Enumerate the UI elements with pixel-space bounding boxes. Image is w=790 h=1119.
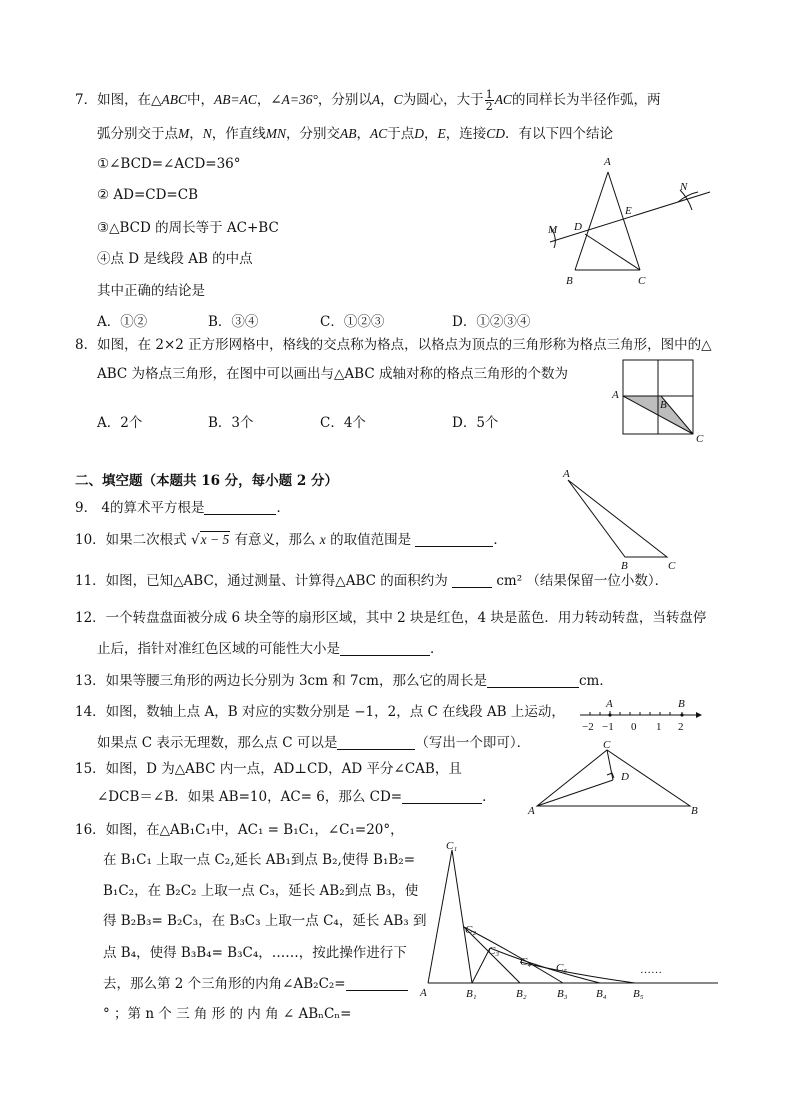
q14-line2: 如果点 C 表示无理数，那么点 C 可以是 （写出一个即可）． <box>97 735 531 751</box>
q7-label-e: E <box>625 205 632 217</box>
q8-line1: 8．如图，在 2×2 正方形网格中，格线的交点称为格点，以格点为顶点的三角形称为格点三角形，图中的△ <box>75 337 712 353</box>
q16-label-c4: C₄ <box>520 956 532 968</box>
q7-conclusion-1: ①∠BCD=∠ACD=36° <box>97 156 241 172</box>
q7-label-c: C <box>638 275 646 287</box>
q8-grid-figure <box>610 360 710 445</box>
q13-answer-blank[interactable] <box>487 673 579 688</box>
q14-answer-blank[interactable] <box>337 735 415 750</box>
q8-label-c: C <box>696 433 704 445</box>
q12-line2: 止后，指针对准红色区域的可能性大小是 ． <box>97 641 444 657</box>
q9-line: 9． 4的算术平方根是 ． <box>75 500 290 516</box>
q16-figure <box>420 840 720 1005</box>
q9-answer-blank[interactable] <box>204 500 276 515</box>
q12-answer-blank[interactable] <box>340 641 430 656</box>
q7-label-d: D <box>574 221 582 233</box>
q7-line2: 弧分别交于点M，N，作直线MN，分别交AB，AC于点D，E，连接CD．有以下四个结论 <box>97 126 614 142</box>
q16-label-dots: …… <box>640 964 662 976</box>
q7-option-b[interactable]: B．③④ <box>208 314 259 330</box>
q10-line: 10．如果二次根式 √x − 5 有意义，那么 x 的取值范围是 ． <box>75 532 507 548</box>
q15-label-d: D <box>621 771 629 783</box>
q11-figure <box>555 465 695 570</box>
q7-option-a[interactable]: A．①② <box>97 314 148 330</box>
q12-line1: 12．一个转盘盘面被分成 6 块全等的扇形区域，其中 2 块是红色，4 块是蓝色．用力转动转盘，当转盘停 <box>75 610 707 626</box>
q14-tick-1: 1 <box>656 721 662 733</box>
q16-line6: 去，那么第 2 个三角形的内角∠AB₂C₂= <box>103 975 408 993</box>
q16-label-c3: C₃ <box>488 945 500 957</box>
q16-line3: B₁C₂，在 B₂C₂ 上取一点 C₃，延长 AB₂到点 B₃，使 <box>103 883 419 899</box>
q7-question: 其中正确的结论是 <box>97 283 205 299</box>
q14-tick-0: 0 <box>631 721 637 733</box>
q8-label-a: A <box>612 389 619 401</box>
q11-line: 11．如图，已知△ABC，通过测量、计算得△ABC 的面积约为 cm² （结果保留一位小数）． <box>75 573 669 589</box>
q16-answer-blank-1[interactable] <box>346 976 408 991</box>
q7-option-d[interactable]: D．①②③④ <box>452 314 531 330</box>
q15-label-b: B <box>691 805 698 817</box>
q8-option-b[interactable]: B．3个 <box>208 415 254 431</box>
q11-answer-blank[interactable] <box>452 573 492 588</box>
q7-label-n: N <box>680 181 688 193</box>
fraction-one-half: $\frac{1}{2}$ <box>485 88 493 113</box>
q14-tick-neg2: −2 <box>582 721 594 733</box>
q14-tick-2: 2 <box>678 721 684 733</box>
q16-label-b4: B₄ <box>596 988 607 1000</box>
q7-label-a: A <box>604 156 611 168</box>
q14-line1: 14．如图，数轴上点 A，B 对应的实数分别是 −1，2，点 C 在线段 AB 上运动， <box>75 704 565 720</box>
q15-line2: ∠DCB＝∠B．如果 AB=10，AC= 6，那么 CD= ． <box>97 789 496 805</box>
q16-line1: 16．如图，在△AB₁C₁中，AC₁ = B₁C₁，∠C₁=20°， <box>75 822 404 838</box>
q16-line4: 得 B₂B₃= B₂C₃，在 B₃C₃ 上取一点 C₄，延长 AB₃ 到 <box>103 913 427 929</box>
q16-label-b3: B₃ <box>557 988 568 1000</box>
q11-label-a: A <box>563 468 570 480</box>
q7-label-b: B <box>566 275 573 287</box>
q15-label-c: C <box>603 739 611 751</box>
q8-option-d[interactable]: D．5个 <box>452 415 499 431</box>
q14-label-b: B <box>678 698 685 710</box>
q7-option-c[interactable]: C．①②③ <box>320 314 385 330</box>
q7-line1: 7．如图，在△ABC中，AB=AC，∠A=36°，分别以A，C为圆心，大于 $\frac{1}{2}$ AC的同样长为半径作弧，两 <box>75 88 661 113</box>
q8-option-c[interactable]: C．4个 <box>320 415 366 431</box>
q8-line2: ABC 为格点三角形，在图中可以画出与△ABC 成轴对称的格点三角形的个数为 <box>97 366 568 382</box>
q11-label-b: B <box>621 560 628 572</box>
q7-conclusion-2: ② AD=CD=CB <box>97 187 198 203</box>
q15-answer-blank[interactable] <box>402 789 482 804</box>
q16-label-b5: B₅ <box>633 988 644 1000</box>
q14-number-line <box>578 695 703 737</box>
q16-line7: ° ；第 n 个 三 角 形 的 内 角 ∠ ABₙCₙ= <box>103 1006 352 1022</box>
q16-label-c2: C₂ <box>465 924 477 936</box>
q13-line: 13．如果等腰三角形的两边长分别为 3cm 和 7cm，那么它的周长是 cm． <box>75 673 613 689</box>
section-2-heading: 二、填空题（本题共 16 分，每小题 2 分） <box>75 473 338 489</box>
q16-label-c1: C₁ <box>446 840 458 852</box>
q7-label-m: M <box>548 224 558 236</box>
q15-label-a: A <box>528 805 535 817</box>
q16-line5: 点 B₄，使得 B₃B₄= B₃C₄，……，按此操作进行下 <box>103 945 407 961</box>
q7-conclusion-4: ④点 D 是线段 AB 的中点 <box>97 251 253 267</box>
q14-label-a: A <box>606 698 613 710</box>
q15-line1: 15．如图，D 为△ABC 内一点，AD⊥CD，AD 平分∠CAB，且 <box>75 761 462 777</box>
q7-figure <box>540 150 720 290</box>
q8-label-b: B <box>660 399 667 411</box>
q16-label-c5: C₅ <box>556 962 568 974</box>
q16-label-a: A <box>420 987 427 999</box>
q16-label-b2: B₂ <box>516 988 527 1000</box>
q14-tick-neg1: −1 <box>602 721 614 733</box>
q11-label-c: C <box>668 560 676 572</box>
q8-option-a[interactable]: A．2个 <box>97 415 143 431</box>
q7-conclusion-3: ③△BCD 的周长等于 AC+BC <box>97 220 279 236</box>
q10-answer-blank[interactable] <box>415 532 493 547</box>
q16-label-b1: B₁ <box>466 988 477 1000</box>
q16-line2: 在 B₁C₁ 上取一点 C₂,延长 AB₁到点 B₂,使得 B₁B₂= <box>103 852 416 868</box>
q15-figure <box>525 740 710 820</box>
